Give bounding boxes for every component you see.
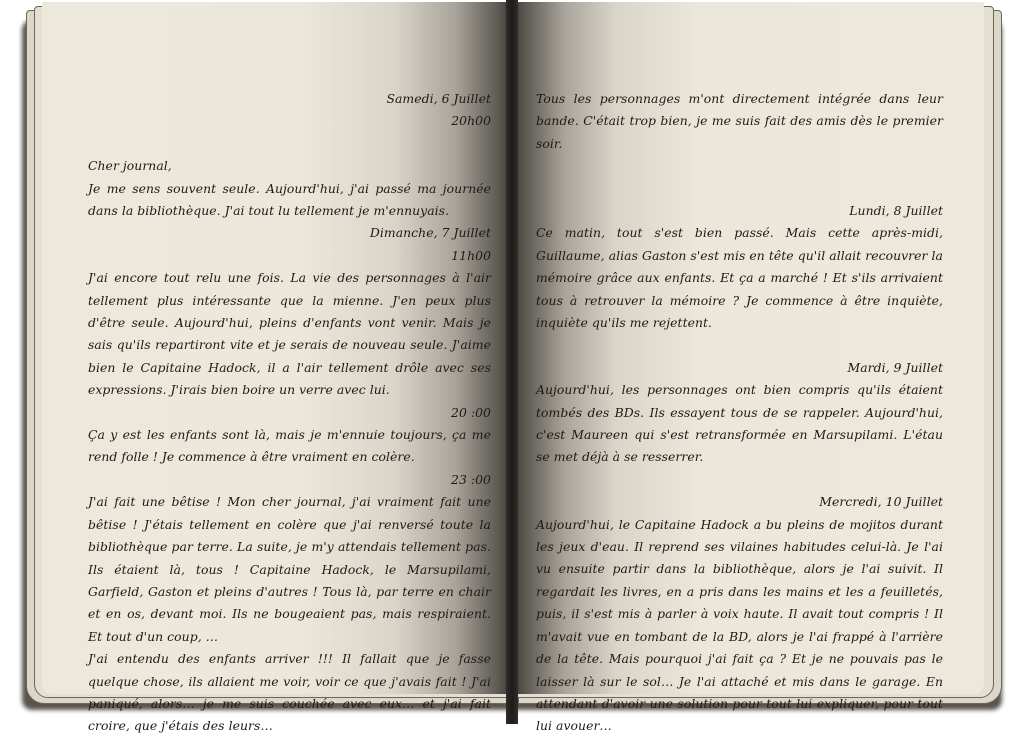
entry-time: 11h00 <box>451 247 491 263</box>
entry-paragraph: Ce matin, tout s'est bien passé. Mais cette après-midi, Guillaume, alias Gaston s'est mis en tête qu'il allait recouvrer la mémoire grâce aux enfants. Et ça a marché ! Et s'ils arrivaient tous à retrouver la mémoire ? Je commence à être inquiète, inquiète qu'ils me rejettent. <box>536 225 943 331</box>
book-spine <box>506 0 518 724</box>
entry-date: Lundi, 8 Juillet <box>849 203 943 218</box>
entry-paragraph: J'ai fait une bêtise ! Mon cher journal, j'ai vraiment fait une bêtise ! J'étais tellement en colère que j'ai renversé toute la bibliothèque par terre. La suite, je m'y attendais tellement pas. Ils étaient là, tous ! Capitaine Hadock, le Marsupilami, Garfield, Gaston et pleins d'autres ! Tous là, par terre en chair et en os, devant moi. Ils ne bougeaient pas, mais respiraient. Et tout d'un coup, … <box>88 494 491 644</box>
entry-time: 23 :00 <box>451 471 491 487</box>
entry-paragraph: J'ai entendu des enfants arriver !!! Il fallait que je fasse quelque chose, ils allaient me voir, voir ce que j'avais fait ! J'ai paniqué, alors… je me suis couchée avec eux… et j'ai fait croire, que j'étais des leurs… <box>88 651 491 734</box>
entry-greeting: Cher journal, <box>88 158 172 174</box>
entry-paragraph: J'ai encore tout relu une fois. La vie des personnages à l'air tellement plus intéressante que la mienne. J'en peux plus d'être seule. Aujourd'hui, pleins d'enfants vont venir. Mais je sais qu'ils repartiront vite et je serais de nouveau seule. J'aime bien le Capitaine Hadock, il a l'air tellement drôle avec ses expressions. J'irais bien boire un verre avec lui. <box>88 270 491 398</box>
entry-paragraph: Tous les personnages m'ont directement intégrée dans leur bande. C'était trop bien, je me suis fait des amis dès le premier soir. <box>536 91 943 151</box>
entry-date: Dimanche, 7 Juillet <box>369 225 491 241</box>
right-page-text <box>536 88 943 738</box>
entry-paragraph: Je me sens souvent seule. Aujourd'hui, j'ai passé ma journée dans la bibliothèque. J'ai tout lu tellement je m'ennuyais. <box>88 180 491 219</box>
entry-date: Mercredi, 10 Juillet <box>819 494 943 510</box>
left-page <box>42 2 512 734</box>
entry-time: 20h00 <box>451 113 491 129</box>
left-page-text <box>88 88 491 738</box>
entry-paragraph: Aujourd'hui, les personnages ont bien compris qu'ils étaient tombés des BDs. Ils essayent tous de se rappeler. Aujourd'hui, c'est Maureen qui s'est retransformée en Marsupilami. L'étau se met déjà à se resserrer. <box>536 382 943 465</box>
right-page <box>512 2 984 734</box>
entry-time: 20 :00 <box>451 404 491 420</box>
entry-paragraph: Ça y est les enfants sont là, mais je m'ennuie toujours, ça me rend folle ! Je commence à être vraiment en colère. <box>88 427 491 465</box>
entry-date: Samedi, 6 Juillet <box>386 91 491 106</box>
entry-date: Mardi, 9 Juillet <box>847 359 943 375</box>
entry-paragraph: Aujourd'hui, le Capitaine Hadock a bu pleins de mojitos durant les jeux d'eau. Il reprend ses vilaines habitudes celui-là. Je l'ai vu ensuite partir dans la bibliothèque, alors je l'ai suivit. Il regardait les livres, en a pris dans les mains et les a feuilletés, puis, il s'est mis à parler à voix haute. Il avait tout compris ! Il m'avait vue en tombant de la BD, alors je l'ai frappé à l'arrière de la tête. Mais pourquoi j'ai fait ça ? Et je ne pouvais pas le laisser là sur le sol… Je l'ai attaché et mis dans le garage. En attendant d'avoir une solution pour tout lui expliquer, pour tout lui avouer… <box>536 516 943 734</box>
